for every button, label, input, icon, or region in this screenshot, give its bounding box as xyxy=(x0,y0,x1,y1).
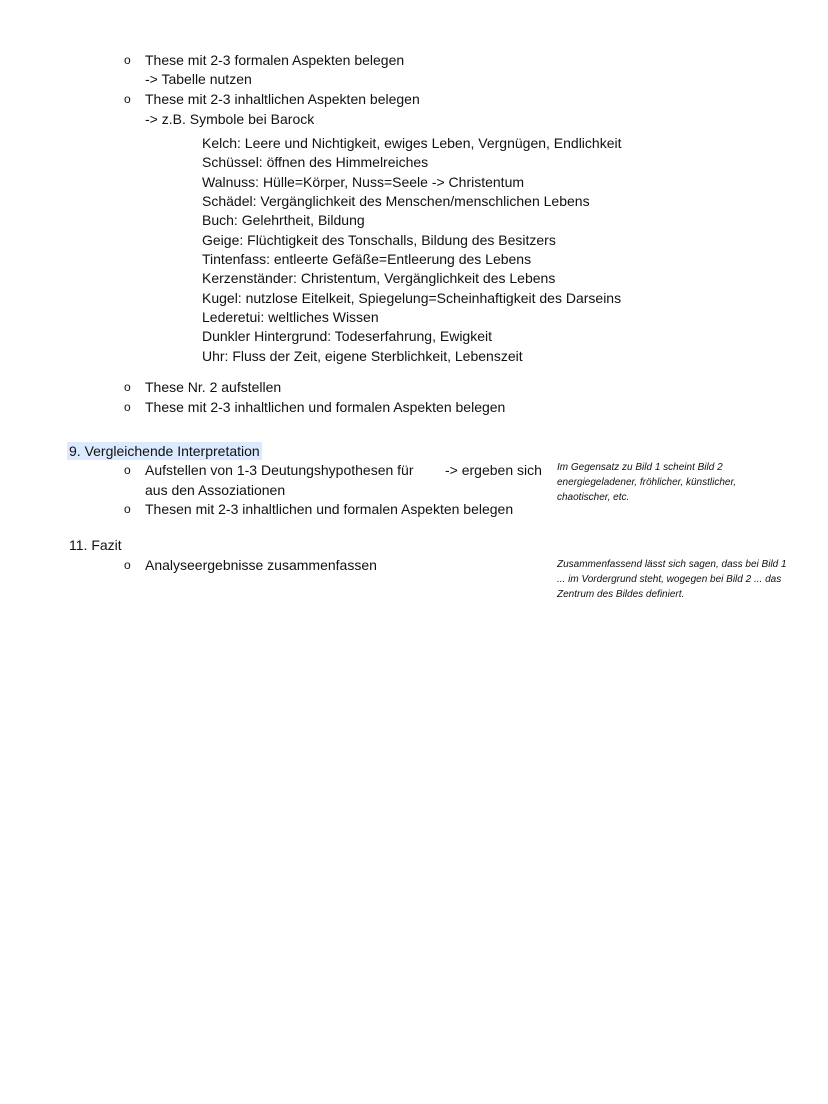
margin-note-line: Zusammenfassend lässt sich sagen, dass bei Bild 1 xyxy=(557,559,787,570)
symbol-item: Schädel: Vergänglichkeit des Menschen/menschlichen Lebens xyxy=(202,193,590,209)
section-heading-highlight: 9. Vergleichende Interpretation xyxy=(69,443,260,459)
margin-note-line: ... im Vordergrund steht, wogegen bei Bild 2 ... das xyxy=(557,574,782,585)
bullet-marker: o xyxy=(124,380,131,394)
list-item-arrow: -> ergeben sich xyxy=(445,462,542,478)
margin-note-line: Im Gegensatz zu Bild 1 scheint Bild 2 xyxy=(557,462,723,473)
bullet-marker: o xyxy=(124,400,131,414)
bullet-marker: o xyxy=(124,53,131,67)
section-heading: 11. Fazit xyxy=(69,537,122,553)
symbol-item: Kugel: nutzlose Eitelkeit, Spiegelung=Scheinhaftigkeit des Darseins xyxy=(202,290,622,306)
bullet-marker: o xyxy=(124,463,131,477)
symbol-item: Tintenfass: entleerte Gefäße=Entleerung des Lebens xyxy=(202,251,532,267)
list-item-continuation: aus den Assoziationen xyxy=(145,482,286,498)
symbol-item: Uhr: Fluss der Zeit, eigene Sterblichkeit, Lebenszeit xyxy=(202,348,523,364)
list-item: Analyseergebnisse zusammenfassen xyxy=(145,557,377,573)
symbol-item: Buch: Gelehrtheit, Bildung xyxy=(202,212,365,228)
list-item: These mit 2-3 formalen Aspekten belegen xyxy=(145,52,405,68)
margin-note-line: energiegeladener, fröhlicher, künstlicher, xyxy=(557,477,737,488)
symbol-item: Kerzenständer: Christentum, Vergänglichkeit des Lebens xyxy=(202,270,556,286)
margin-note-line: chaotischer, etc. xyxy=(557,492,630,503)
bullet-marker: o xyxy=(124,92,131,106)
symbol-item: Geige: Flüchtigkeit des Tonschalls, Bildung des Besitzers xyxy=(202,232,556,248)
symbol-item: Kelch: Leere und Nichtigkeit, ewiges Leben, Vergnügen, Endlichkeit xyxy=(202,135,622,151)
list-item: Thesen mit 2-3 inhaltlichen und formalen Aspekten belegen xyxy=(145,501,514,517)
symbol-item: Dunkler Hintergrund: Todeserfahrung, Ewigkeit xyxy=(202,328,493,344)
bullet-marker: o xyxy=(124,558,131,572)
list-item: Aufstellen von 1-3 Deutungshypothesen für xyxy=(145,462,414,478)
bullet-marker: o xyxy=(124,502,131,516)
symbol-item: Schüssel: öffnen des Himmelreiches xyxy=(202,154,429,170)
list-subitem: -> Tabelle nutzen xyxy=(145,71,252,87)
symbol-item: Lederetui: weltliches Wissen xyxy=(202,309,379,325)
list-subitem: -> z.B. Symbole bei Barock xyxy=(145,111,315,127)
section-heading xyxy=(69,442,262,461)
margin-note-line: Zentrum des Bildes definiert. xyxy=(557,589,685,600)
list-item: These mit 2-3 inhaltlichen Aspekten belegen xyxy=(145,91,420,107)
symbol-item: Walnuss: Hülle=Körper, Nuss=Seele -> Christentum xyxy=(202,174,525,190)
list-item: These Nr. 2 aufstellen xyxy=(145,379,282,395)
list-item: These mit 2-3 inhaltlichen und formalen Aspekten belegen xyxy=(145,399,506,415)
